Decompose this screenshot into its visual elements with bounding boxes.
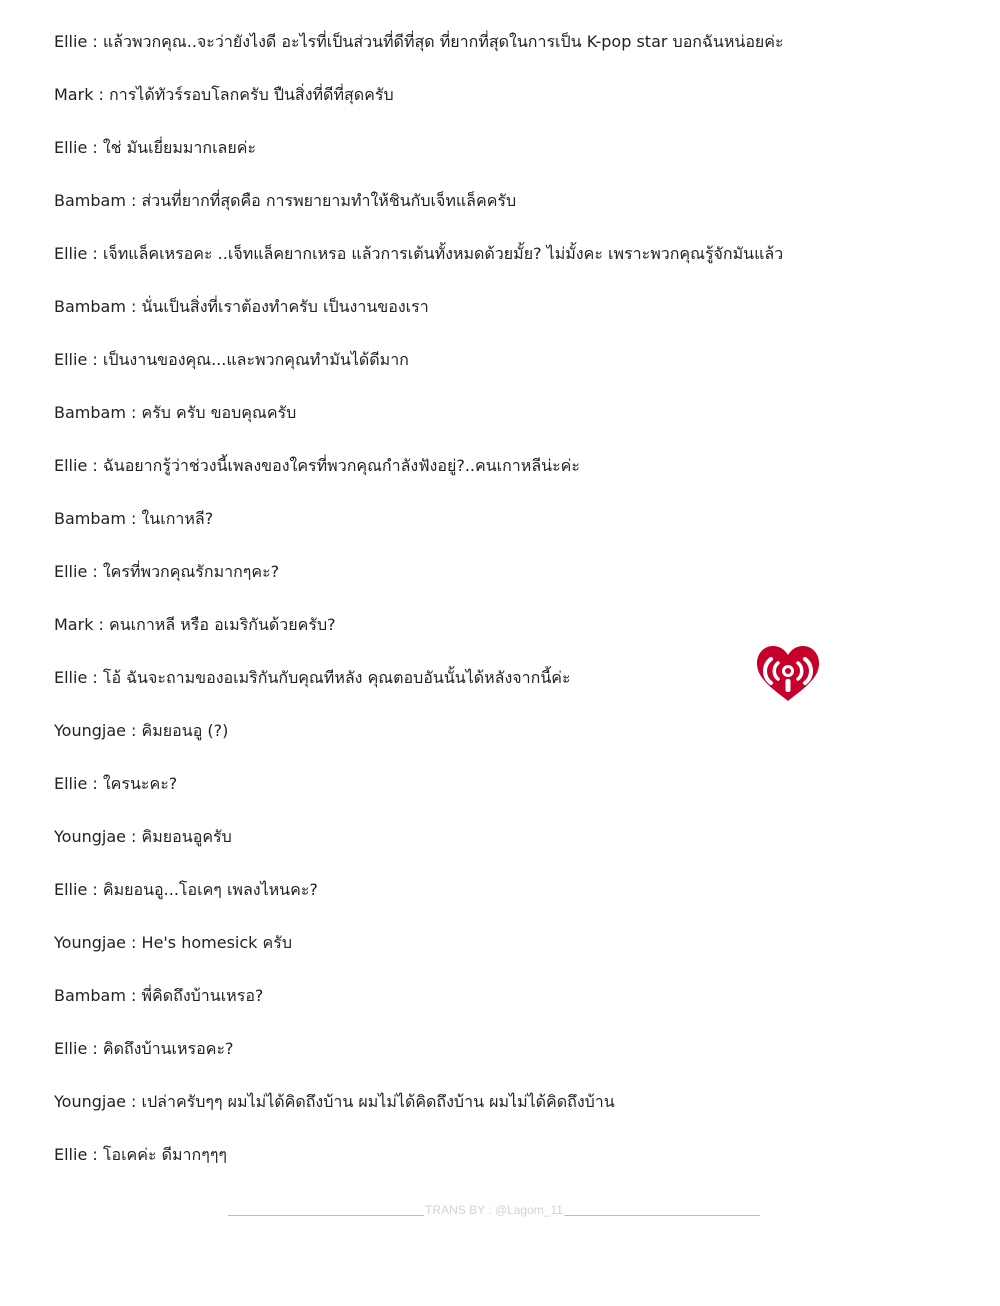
speaker-separator: : bbox=[125, 509, 142, 528]
speaker-name: Mark bbox=[54, 615, 94, 634]
speaker-name: Ellie bbox=[54, 1145, 88, 1164]
dialogue-line bbox=[54, 1091, 954, 1144]
speaker-name: Ellie bbox=[54, 774, 88, 793]
speaker-separator: : bbox=[125, 403, 142, 422]
speaker-name: Youngjae bbox=[54, 721, 126, 740]
speaker-name: Ellie bbox=[54, 668, 88, 687]
dialogue-text: ใครที่พวกคุณรักมากๆคะ? bbox=[102, 562, 280, 581]
speaker-name: Bambam bbox=[54, 403, 126, 422]
dialogue-text: He's homesick ครับ bbox=[141, 933, 292, 952]
dialogue-text: คนเกาหลี หรือ อเมริกันด้วยครับ? bbox=[109, 615, 336, 634]
speaker-separator: : bbox=[125, 986, 142, 1005]
speaker-separator: : bbox=[87, 562, 103, 581]
speaker-separator: : bbox=[87, 138, 103, 157]
speaker-name: Youngjae bbox=[54, 933, 126, 952]
dialogue-text: นั่นเป็นสิ่งที่เราต้องทำครับ เป็นงานของเรา bbox=[141, 297, 429, 316]
speaker-name: Ellie bbox=[54, 1039, 88, 1058]
speaker-separator: : bbox=[93, 85, 110, 104]
speaker-separator: : bbox=[87, 1039, 103, 1058]
dialogue-text: โอเคค่ะ ดีมากๆๆๆ bbox=[102, 1145, 228, 1164]
dialogue-text: คิมยอนอู (?) bbox=[141, 721, 229, 740]
dialogue-line bbox=[54, 137, 954, 190]
dialogue-line bbox=[54, 31, 954, 84]
credit-rule-left bbox=[228, 1214, 424, 1216]
speaker-name: Ellie bbox=[54, 32, 88, 51]
speaker-separator: : bbox=[125, 933, 142, 952]
dialogue-text: โอ้ ฉันจะถามของอเมริกันกับคุณทีหลัง คุณตอบอันนั้นได้หลังจากนี้ค่ะ bbox=[102, 668, 571, 687]
speaker-separator: : bbox=[87, 350, 103, 369]
dialogue-line bbox=[54, 561, 954, 614]
speaker-name: Bambam bbox=[54, 509, 126, 528]
dialogue-text: การได้ทัวร์รอบโลกครับ ปืนสิ่งที่ดีที่สุดครับ bbox=[109, 85, 394, 104]
dialogue-line bbox=[54, 402, 954, 455]
speaker-separator: : bbox=[87, 774, 103, 793]
dialogue-line bbox=[54, 1038, 954, 1091]
dialogue-text: ครับ ครับ ขอบคุณครับ bbox=[141, 403, 297, 422]
dialogue-line bbox=[54, 508, 954, 561]
dialogue-line bbox=[54, 455, 954, 508]
speaker-name: Mark bbox=[54, 85, 94, 104]
speaker-separator: : bbox=[87, 880, 103, 899]
translator-credit bbox=[228, 1201, 760, 1217]
speaker-name: Ellie bbox=[54, 244, 88, 263]
dialogue-line bbox=[54, 773, 954, 826]
dialogue-text: ฉันอยากรู้ว่าช่วงนี้เพลงของใครที่พวกคุณกำลังฟังอยู่?..คนเกาหลีน่ะค่ะ bbox=[102, 456, 580, 475]
dialogue-text: คิมยอนอู...โอเคๆ เพลงไหนคะ? bbox=[102, 880, 318, 899]
dialogue-line bbox=[54, 826, 954, 879]
dialogue-line bbox=[54, 932, 954, 985]
credit-text: TRANS BY : @Lagom_11 bbox=[425, 1203, 563, 1217]
speaker-separator: : bbox=[125, 191, 142, 210]
speaker-separator: : bbox=[125, 827, 142, 846]
dialogue-text: เปล่าครับๆๆ ผมไม่ได้คิดถึงบ้าน ผมไม่ได้คิดถึงบ้าน ผมไม่ได้คิดถึงบ้าน bbox=[141, 1092, 615, 1111]
dialogue-text: ใช่ มันเยี่ยมมากเลยค่ะ bbox=[102, 138, 257, 157]
speaker-name: Youngjae bbox=[54, 827, 126, 846]
speaker-separator: : bbox=[125, 721, 142, 740]
speaker-separator: : bbox=[125, 1092, 142, 1111]
speaker-separator: : bbox=[93, 615, 110, 634]
dialogue-line bbox=[54, 296, 954, 349]
dialogue-text: ส่วนที่ยากที่สุดคือ การพยายามทำให้ชินกับเจ็ทแล็คครับ bbox=[141, 191, 517, 210]
speaker-separator: : bbox=[87, 456, 103, 475]
speaker-name: Bambam bbox=[54, 986, 126, 1005]
speaker-separator: : bbox=[87, 1145, 103, 1164]
dialogue-text: เจ็ทแล็คเหรอคะ ..เจ็ทแล็คยากเหรอ แล้วการเต้นทั้งหมดด้วยมั้ย? ไม่มั้งคะ เพราะพวกคุณรู้จักมันแล้ว bbox=[102, 244, 784, 263]
speaker-name: Ellie bbox=[54, 138, 88, 157]
dialogue-line bbox=[54, 1144, 954, 1197]
speaker-separator: : bbox=[87, 32, 103, 51]
dialogue-text: ในเกาหลี? bbox=[141, 509, 214, 528]
speaker-name: Youngjae bbox=[54, 1092, 126, 1111]
credit-rule-right bbox=[564, 1214, 760, 1216]
speaker-name: Ellie bbox=[54, 562, 88, 581]
speaker-separator: : bbox=[87, 668, 103, 687]
dialogue-text: พี่คิดถึงบ้านเหรอ? bbox=[141, 986, 264, 1005]
speaker-separator: : bbox=[125, 297, 142, 316]
dialogue-text: ใครนะคะ? bbox=[102, 774, 178, 793]
dialogue-line bbox=[54, 720, 954, 773]
transcript bbox=[54, 31, 954, 1197]
dialogue-text: เป็นงานของคุณ...และพวกคุณทำมันได้ดีมาก bbox=[102, 350, 409, 369]
dialogue-line bbox=[54, 985, 954, 1038]
dialogue-text: คิมยอนอูครับ bbox=[141, 827, 232, 846]
dialogue-text: แล้วพวกคุณ..จะว่ายังไงดี อะไรที่เป็นส่วนที่ดีที่สุด ที่ยากที่สุดในการเป็น K-pop star บอกฉันหน่อยค่ะ bbox=[102, 32, 784, 51]
speaker-name: Ellie bbox=[54, 456, 88, 475]
dialogue-text: คิดถึงบ้านเหรอคะ? bbox=[102, 1039, 234, 1058]
dialogue-line bbox=[54, 84, 954, 137]
speaker-name: Ellie bbox=[54, 350, 88, 369]
speaker-name: Bambam bbox=[54, 297, 126, 316]
speaker-name: Bambam bbox=[54, 191, 126, 210]
dialogue-line bbox=[54, 190, 954, 243]
dialogue-line bbox=[54, 243, 954, 296]
dialogue-line bbox=[54, 349, 954, 402]
dialogue-line bbox=[54, 879, 954, 932]
speaker-separator: : bbox=[87, 244, 103, 263]
iheartradio-logo-icon bbox=[750, 643, 826, 703]
speaker-name: Ellie bbox=[54, 880, 88, 899]
